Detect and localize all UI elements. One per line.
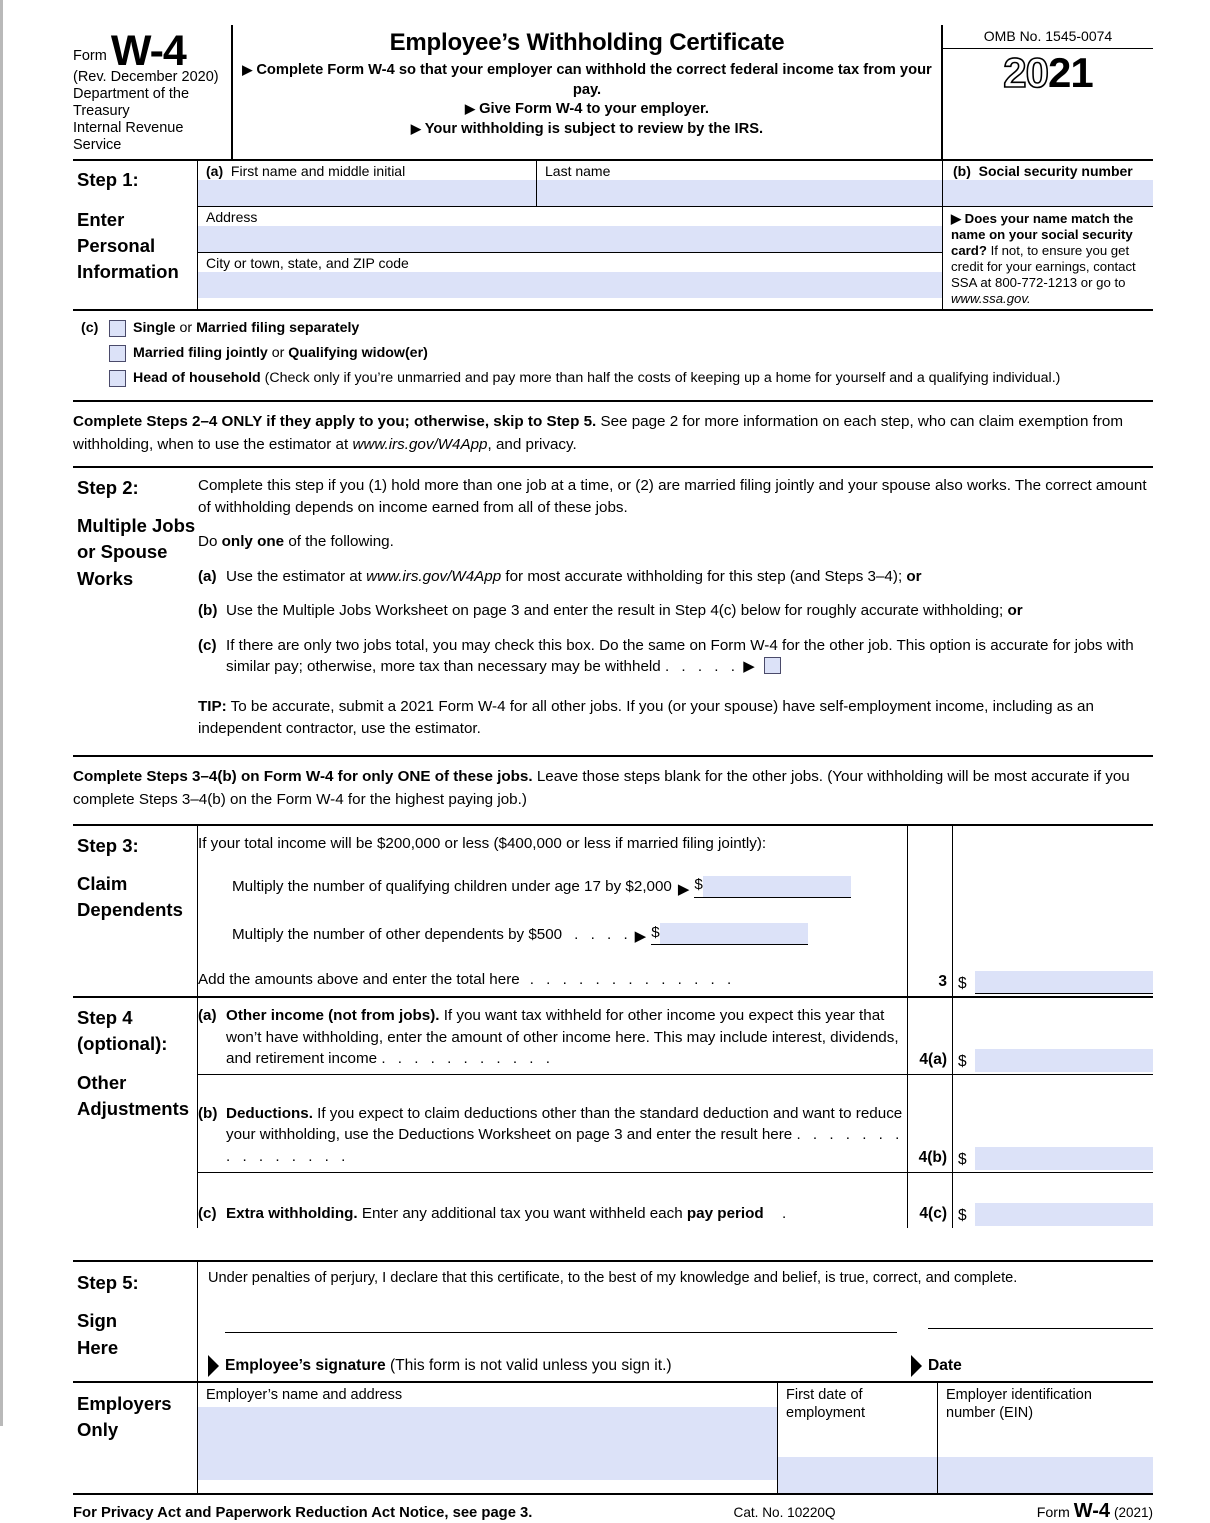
header-title-block [233, 25, 943, 159]
checkbox-head-of-household-icon[interactable] [109, 370, 133, 390]
leader-dots: . [781, 1204, 791, 1222]
step-2-title [73, 468, 198, 755]
step-2-intro: Complete this step if you (1) hold more than one job at a time, or (2) are married filing jointly and your spouse also works. The correct amount of withholding depends on income earned from all of these jobs. [198, 476, 1147, 516]
step-3-title [73, 826, 198, 996]
step-4b-body [198, 1075, 907, 1172]
first-date-cell [778, 1383, 938, 1493]
step-1-sub-3: Information [77, 261, 179, 283]
item-4c-rest: Enter any additional tax you want withheld each [357, 1204, 687, 1222]
step-2-tip [198, 696, 1153, 739]
ssn-label-text: Social security number [978, 162, 1133, 179]
ssn-input[interactable] [943, 180, 1153, 206]
form-footer [73, 1495, 1153, 1523]
employer-name-address-input[interactable] [198, 1407, 777, 1480]
perjury-statement: Under penalties of perjury, I declare that this certificate, to the best of my knowledge and belief, is true, correct, and complete. [208, 1270, 1018, 1287]
step-4b-input[interactable] [975, 1147, 1153, 1170]
ssa-website-link[interactable]: www.ssa.gov. [951, 291, 1031, 307]
step-2-do-only-one [198, 531, 1153, 553]
triangle-pointer-icon: ▶ [743, 658, 755, 676]
signature-rest: (This form is not valid unless you sign it.) [385, 1357, 672, 1375]
dollar-sign: $ [958, 1207, 967, 1225]
item-4b-tag: (b) [198, 1104, 218, 1122]
employers-only-section [73, 1381, 1153, 1495]
note24-rest: See page 2 for more information on each step, who can claim exemption from withholding, when to use the estimator at [73, 413, 1124, 454]
triangle-bullet-icon: ▶ [242, 62, 253, 77]
triangle-bullet-icon: ▶ [410, 120, 421, 136]
item-4a-bold: Other income (not from jobs). [226, 1007, 440, 1025]
item-a-post: for most accurate withholding for this step (and Steps 3–4); [501, 567, 907, 585]
leader-dots: . . . . . . . . . . . [381, 1050, 554, 1068]
city-row [198, 253, 942, 298]
triangle-pointer-icon [208, 1355, 219, 1377]
first-name-input[interactable] [198, 180, 536, 206]
privacy-act-notice: For Privacy Act and Paperwork Reduction Act Notice, see page 3. [73, 1505, 533, 1522]
irs-line: Internal Revenue Service [73, 120, 184, 154]
dollar-sign: $ [694, 874, 702, 898]
item-4a-tag: (a) [198, 1007, 217, 1025]
item-b-text [226, 600, 1153, 622]
step-3-sub-2: Dependents [77, 899, 183, 921]
w4app-link[interactable]: www.irs.gov/W4App [352, 436, 488, 454]
header-bullet-1-text: Complete Form W-4 so that your employer can withhold the correct federal income tax from your pay. [256, 62, 932, 98]
triangle-pointer-icon: ▶ [634, 928, 647, 946]
dollar-sign: $ [651, 922, 659, 946]
step-2-item-a [198, 566, 1153, 588]
leader-dots: . . . . . . . . . . . . . . . [226, 1126, 904, 1165]
item-c-text [226, 635, 1153, 678]
step-1-name-address [198, 161, 943, 310]
signature-bold: Employee’s signature [225, 1357, 386, 1375]
step-3-line-number [907, 826, 953, 996]
qualifying-children-input[interactable] [703, 876, 851, 898]
ssn-row [943, 161, 1153, 207]
step-5-sub-2: Here [77, 1336, 119, 1358]
catalog-number: Cat. No. 10220Q [733, 1505, 836, 1521]
note-complete-steps-2-4 [73, 402, 1153, 468]
step-2-section [73, 468, 1153, 755]
step-4b-amount-cell [953, 1075, 1153, 1172]
item-4c-bold: Extra withholding. [226, 1204, 358, 1222]
ssn-tag: (b) [953, 162, 971, 179]
address-input[interactable] [198, 226, 942, 252]
opt3-rest: (Check only if you’re unmarried and pay more than half the costs of keeping up a home for yourself and a qualifying individual.) [260, 369, 1061, 386]
opt2-mid: or [267, 344, 289, 361]
do-only-bold: only one [221, 533, 285, 551]
item-a-or: or [906, 567, 922, 585]
item-4b-body [226, 1103, 907, 1168]
form-number: W-4 [110, 26, 186, 75]
employers-sub: Only [77, 1419, 119, 1441]
ein-cell [938, 1383, 1153, 1493]
step-5-body [198, 1262, 1153, 1381]
item-a-pre: Use the estimator at [226, 567, 367, 585]
step-4-sub-2: Adjustments [77, 1097, 190, 1119]
first-date-input[interactable] [778, 1457, 937, 1493]
do-only-pre: Do [198, 533, 222, 551]
address-label: Address [206, 208, 258, 225]
footer-form-word: Form [1036, 1505, 1070, 1522]
step-4a-line-number [907, 998, 953, 1074]
checkbox-single-icon[interactable] [109, 320, 133, 340]
triangle-pointer-icon: ▶ [677, 880, 690, 898]
filing-status-list [73, 311, 1153, 400]
step-2-sub-1: Multiple Jobs [77, 515, 196, 537]
step-4-heading: Step 4 [77, 1007, 133, 1029]
employers-heading: Employers [77, 1393, 172, 1415]
step-4-title [73, 998, 198, 1228]
date-field[interactable] [928, 1328, 1153, 1375]
first-name-cell [198, 161, 537, 206]
step-4c-row [198, 1173, 1153, 1229]
do-only-post: of the following. [284, 533, 394, 551]
leader-dots: . . . . . [664, 658, 739, 676]
employer-name-address-label: Employer’s name and address [206, 1387, 403, 1404]
step-3-sub-1: Claim [77, 873, 128, 895]
step-1-title [73, 161, 198, 310]
city-label: City or town, state, and ZIP code [206, 254, 409, 271]
step-2-sub-2: or Spouse [77, 541, 168, 563]
item-4c-body [226, 1203, 907, 1225]
page-title: Employee’s Withholding Certificate [389, 29, 785, 56]
step-4-optional: (optional): [77, 1033, 168, 1055]
ssn-note [943, 207, 1153, 310]
step-4b-line-number [907, 1075, 953, 1172]
step-2-item-c [198, 635, 1153, 678]
step-1-ssn-block [943, 161, 1153, 310]
omb-number: OMB No. 1545-0074 [943, 25, 1153, 49]
item-4c-bold2: pay period [686, 1204, 764, 1222]
footer-form-id [1037, 1500, 1153, 1523]
last-name-label: Last name [545, 162, 611, 179]
note24-bold: Complete Steps 2–4 ONLY if they apply to you; otherwise, skip to Step 5. [73, 413, 597, 431]
triangle-pointer-icon [911, 1355, 922, 1377]
step-4a-body [198, 998, 907, 1074]
filing-status-single-label [133, 320, 1153, 338]
step-1-section [73, 161, 1153, 312]
header-bullet-2 [239, 100, 935, 120]
employers-only-title [73, 1383, 198, 1493]
filing-status-option-single[interactable] [73, 318, 1153, 343]
header-bullet-1 [239, 61, 935, 100]
header-omb-block [943, 25, 1153, 159]
tip-label: TIP: [198, 698, 227, 715]
date-label: Date [928, 1357, 962, 1375]
item-a-text [226, 566, 1153, 588]
first-date-label-l1: First date of [786, 1387, 863, 1404]
ein-label-l1: Employer identification [946, 1387, 1092, 1404]
tip-body: To be accurate, submit a 2021 Form W-4 for all other jobs. If you (or your spouse) have self-employment income, including as an independent contractor, use the estimator. [198, 698, 1094, 737]
item-4a-body [226, 1005, 907, 1070]
step-4a-input[interactable] [975, 1049, 1153, 1072]
address-row [198, 207, 942, 253]
filing-status-option-hoh[interactable] [73, 368, 1153, 393]
note34b-bold: Complete Steps 3–4(b) on Form W-4 for only ONE of these jobs. [73, 768, 533, 786]
step-1-sub-1: Enter [77, 208, 125, 230]
form-body [73, 25, 1153, 1523]
other-dependents-input[interactable] [660, 923, 808, 945]
item-c-tag: (c) [198, 636, 217, 654]
leader-dots: . . . . . . . . . . . . . [529, 971, 736, 989]
step-3-grid [198, 826, 1153, 996]
ssn-label [943, 161, 1153, 180]
note34b-rest: Leave those steps blank for the other jobs. (Your withholding will be most accurate if you complete Steps 3–4(b) on the Form W-4 for the highest paying job.) [73, 768, 1130, 808]
step-3-heading: Step 3: [77, 834, 139, 856]
step-5-title [73, 1262, 198, 1381]
dollar-sign: $ [958, 975, 967, 993]
opt2-bold1: Married filing jointly [133, 344, 268, 361]
item-4a-rest: If you want tax withheld for other income you expect this year that won’t have withholding, enter the amount of other income here. This may include interest, dividends, and retirement income [226, 1007, 899, 1068]
step-4b-row [198, 1075, 1153, 1173]
step-3-total-line [198, 969, 907, 996]
employee-signature-caption [225, 1353, 672, 1374]
dollar-sign: $ [958, 1150, 967, 1168]
tax-year-prefix: 20 [1003, 49, 1048, 96]
ssn-note-rest: If not, to ensure you get credit for your earnings, contact SSA at 800-772-1213 or go to [951, 242, 1136, 290]
tip-text [198, 696, 1153, 739]
item-4c-tag: (c) [198, 1204, 217, 1222]
item-b-body: Use the Multiple Jobs Worksheet on page 3 and enter the result in Step 4(c) below for roughly accurate withholding; [226, 602, 1008, 620]
line-number-3: 3 [938, 973, 947, 991]
first-name-label [198, 161, 536, 180]
step-5-section [73, 1260, 1153, 1381]
step-4c-input[interactable] [975, 1203, 1153, 1226]
item-c-body: If there are only two jobs total, you may check this box. Do the same on Form W-4 for the other job. This option is accurate for jobs with similar pay; otherwise, more tax than necessary may be withheld [226, 636, 1134, 676]
header-bullet-2-text: Give Form W-4 to your employer. [479, 101, 709, 118]
filing-status-hoh-label [133, 370, 1153, 388]
ein-label [938, 1383, 1153, 1422]
step-4-section [73, 996, 1153, 1228]
form-word-label: Form [73, 48, 107, 64]
tax-year-suffix: 21 [1048, 49, 1093, 96]
step-4-rows [198, 998, 1153, 1228]
step-4a-row [198, 998, 1153, 1075]
date-value[interactable] [928, 1331, 1153, 1353]
opt1-bold2: Married filing separately [196, 320, 360, 337]
step-3-line-2 [198, 922, 907, 946]
footer-form-number: W-4 [1073, 1500, 1111, 1523]
form-header [73, 25, 1153, 161]
step-4c-line-number [907, 1173, 953, 1229]
step-4c-text [198, 1203, 907, 1225]
step-1-sub-2: Personal [77, 235, 156, 257]
last-name-cell [537, 161, 942, 206]
step-2-heading: Step 2: [77, 476, 139, 498]
header-form-identity [73, 25, 233, 159]
opt2-bold2: Qualifying widow(er) [288, 344, 428, 361]
step-1-heading: Step 1: [77, 168, 139, 190]
opt3-bold1: Head of household [133, 369, 261, 386]
filing-status-joint-label [133, 345, 1153, 363]
step-3-total-input[interactable] [975, 971, 1153, 994]
spacer-before-step5 [73, 1228, 1153, 1260]
name-row [198, 161, 942, 207]
treasury-line: Department of the Treasury [73, 86, 190, 120]
opt1-mid: or [175, 320, 197, 337]
line-number-4a: 4(a) [919, 1050, 947, 1068]
filing-status-section [73, 311, 1153, 402]
note-complete-steps-3-4b [73, 755, 1153, 824]
first-date-label-l2: employment [786, 1405, 865, 1422]
signature-row [208, 1328, 1153, 1375]
step-3-amount-cell [953, 826, 1153, 996]
step-3-intro: If your total income will be $200,000 or less ($400,000 or less if married filing jointly): [198, 834, 767, 852]
line-number-4c: 4(c) [919, 1205, 947, 1223]
filing-status-option-joint[interactable] [73, 343, 1153, 368]
item-4b-bold: Deductions. [226, 1104, 313, 1122]
triangle-bullet-icon: ▶ [951, 210, 961, 226]
step-3-body [198, 826, 907, 996]
ssn-note-bold: Does your name match the name on your social security card? [951, 210, 1134, 258]
form-revision: (Rev. December 2020) [73, 69, 219, 85]
checkbox-married-jointly-icon[interactable] [109, 345, 133, 365]
footer-form-year: (2021) [1113, 1505, 1153, 1521]
step-4b-text [198, 1103, 907, 1168]
leader-dots: . . . . [574, 925, 632, 943]
header-bullet-3 [239, 120, 935, 140]
dollar-sign: $ [958, 1052, 967, 1070]
employee-signature-field[interactable] [225, 1332, 897, 1375]
employer-name-address-cell [198, 1383, 778, 1493]
step-2-item-b [198, 600, 1153, 622]
filing-status-tag: (c) [81, 320, 99, 337]
item-b-tag: (b) [198, 602, 218, 620]
step-4c-amount-cell [953, 1173, 1153, 1229]
step-5-heading: Step 5: [77, 1272, 139, 1294]
last-name-input[interactable] [537, 180, 942, 206]
step-4a-amount-cell [953, 998, 1153, 1074]
step-3-line-1 [198, 874, 907, 898]
step-4-sub-1: Other [77, 1071, 127, 1093]
step-3-total-label: Add the amounts above and enter the total here [198, 971, 520, 989]
step-4c-body [198, 1173, 907, 1229]
step-4a-text [198, 1005, 907, 1070]
qualifying-children-label: Multiply the number of qualifying children under age 17 by $2,000 [232, 878, 672, 896]
step-2-sub-3: Works [77, 567, 134, 589]
item-b-or: or [1007, 602, 1023, 620]
tax-year [943, 49, 1153, 95]
ein-input[interactable] [938, 1457, 1153, 1493]
w4app-link[interactable]: www.irs.gov/W4App [366, 567, 502, 585]
line-number-4b: 4(b) [918, 1148, 947, 1166]
opt1-bold1: Single [133, 320, 176, 337]
step-3-section [73, 824, 1153, 996]
city-input[interactable] [198, 272, 942, 298]
checkbox-two-jobs-icon[interactable] [764, 657, 781, 674]
step-5-sub-1: Sign [77, 1310, 118, 1332]
first-name-label-text: First name and middle initial [230, 162, 406, 179]
other-dependents-label: Multiply the number of other dependents by $500 [232, 925, 563, 943]
triangle-bullet-icon: ▶ [465, 101, 476, 117]
first-name-tag: (a) [206, 162, 224, 179]
note24-tail: , and privacy. [487, 436, 577, 454]
step-2-body [198, 468, 1153, 755]
item-4b-rest: If you expect to claim deductions other than the standard deduction and want to reduce your withholding, use the Deductions Worksheet on page 3 and enter the result here [226, 1104, 903, 1144]
first-date-label [778, 1383, 937, 1422]
item-a-tag: (a) [198, 567, 217, 585]
ein-label-l2: number (EIN) [946, 1405, 1034, 1422]
header-bullet-3-text: Your withholding is subject to review by the IRS. [424, 120, 764, 137]
